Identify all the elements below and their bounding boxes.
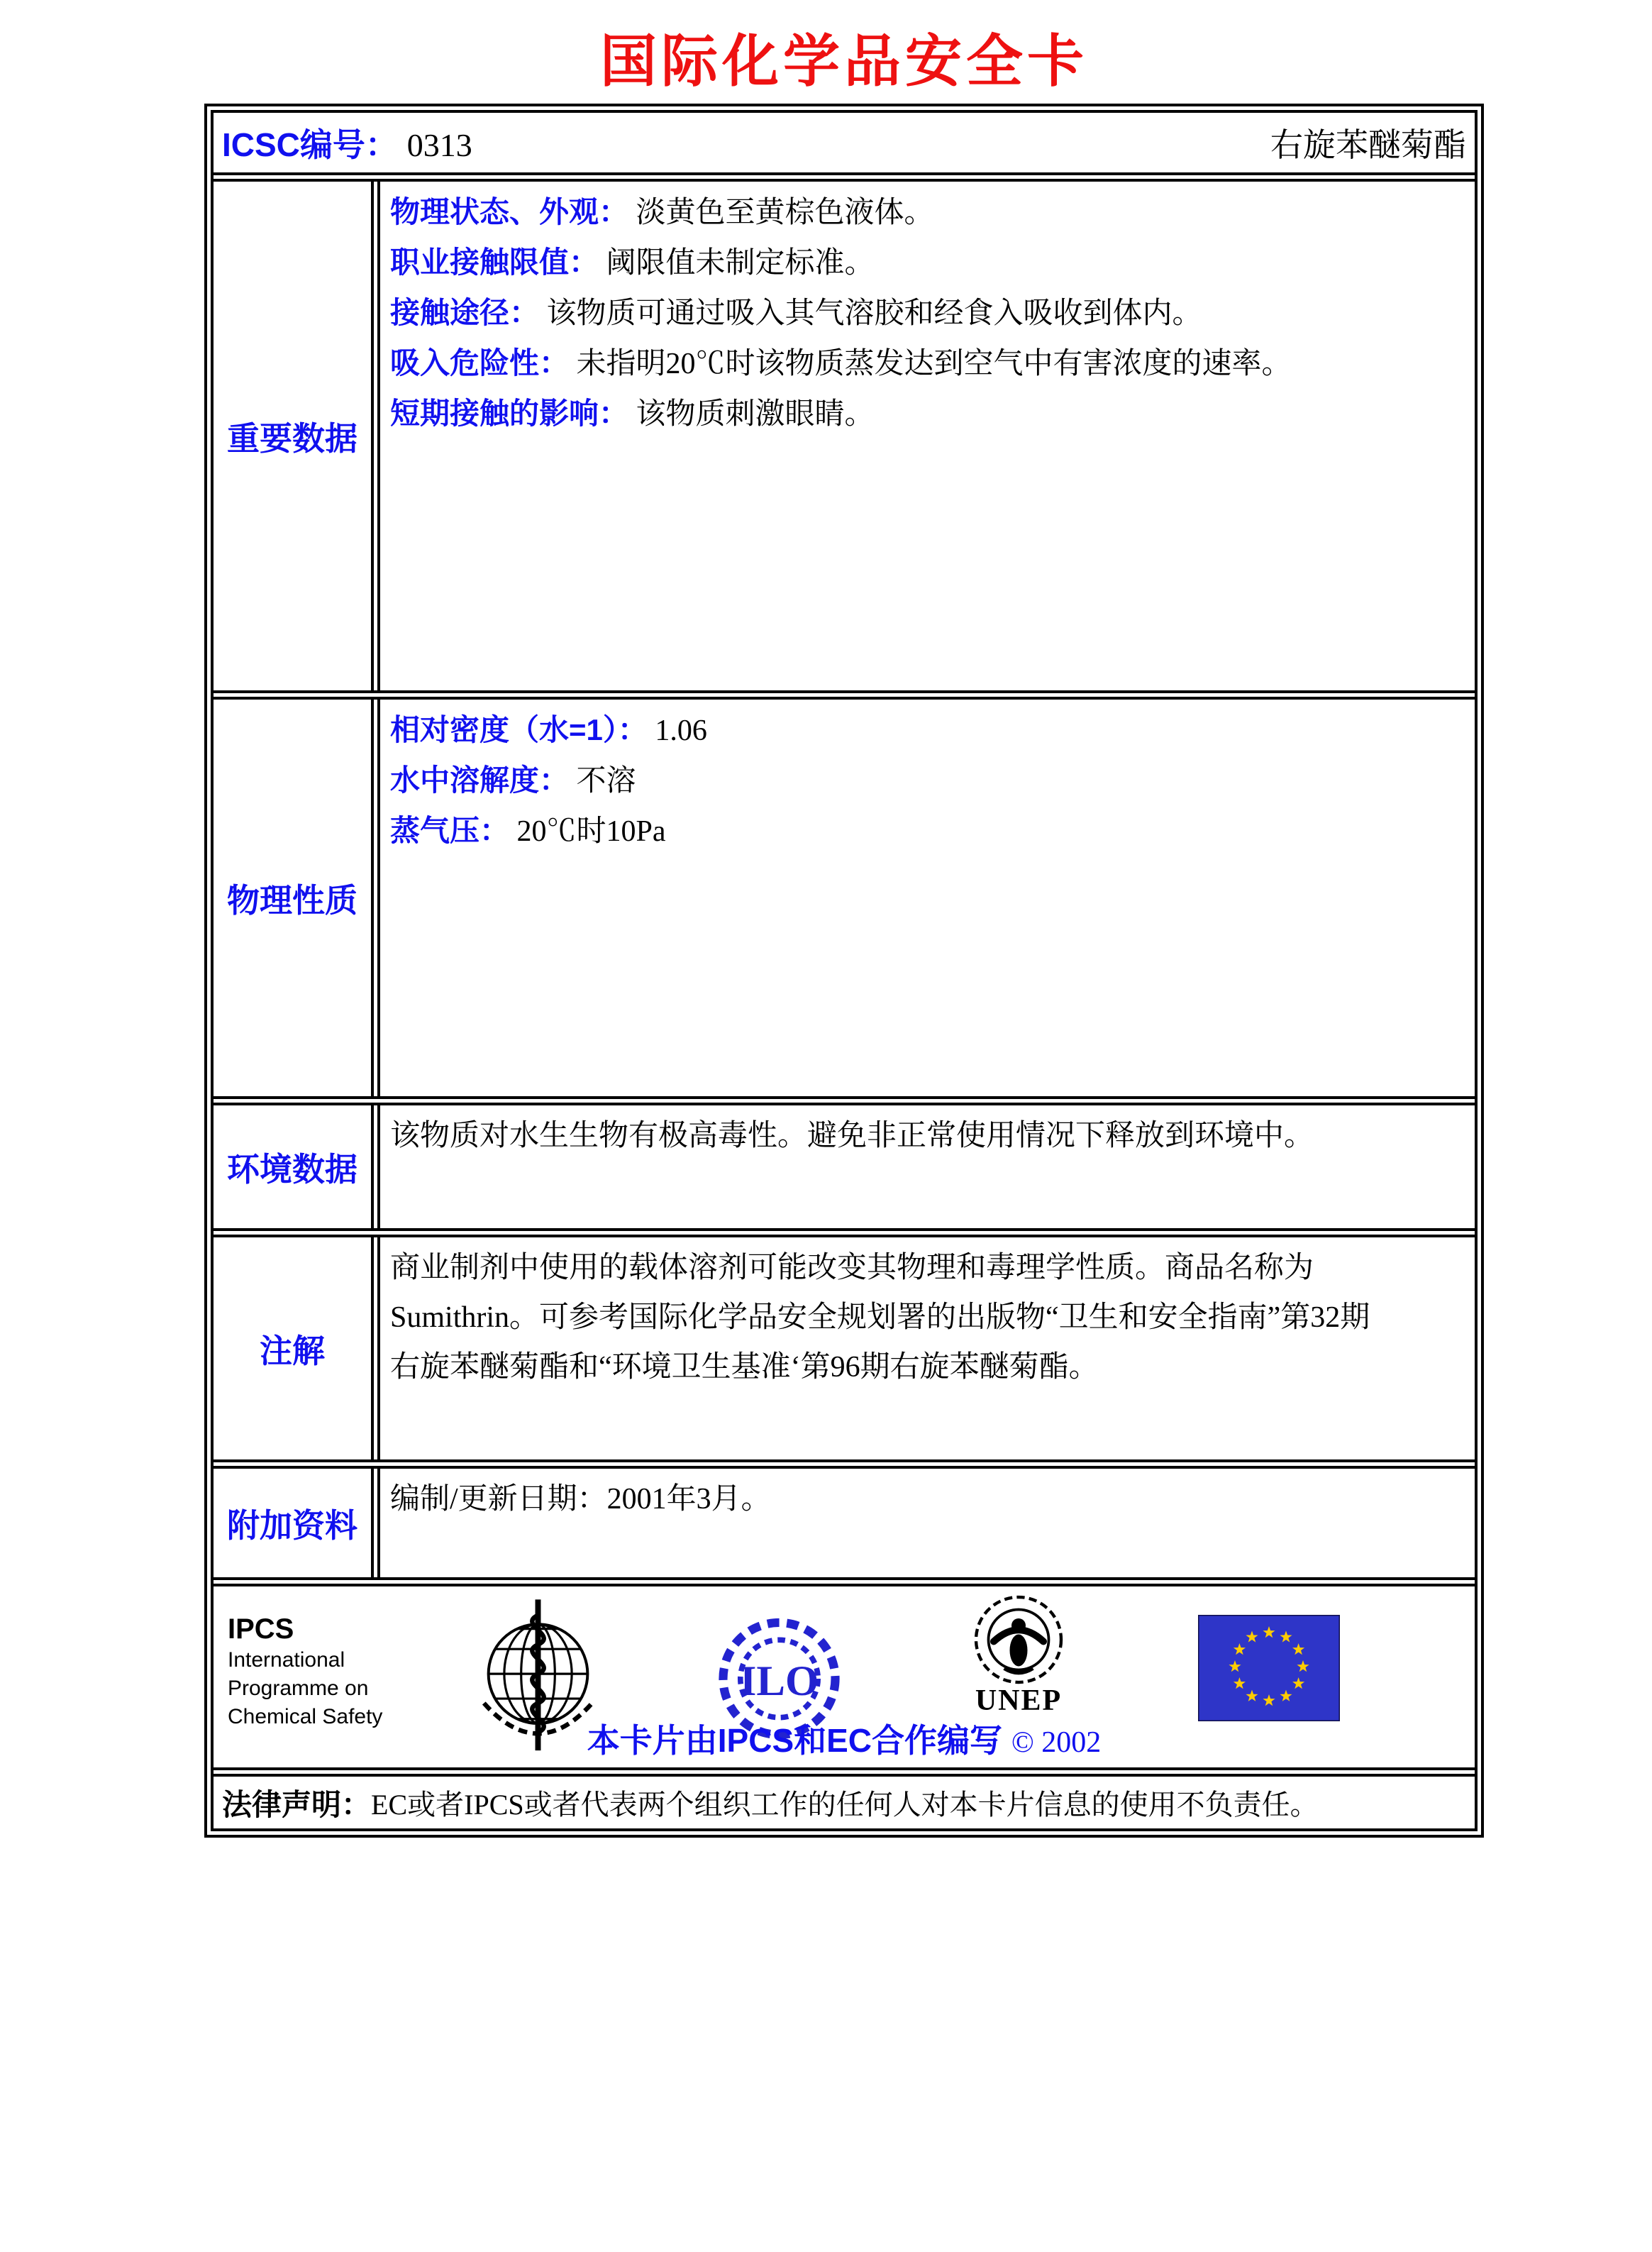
field-physical-state <box>390 187 1465 238</box>
icsc-number-value: 0313 <box>406 127 472 163</box>
field-value: 未指明20℃时该物质蒸发达到空气中有害浓度的速率。 <box>576 348 1292 380</box>
ipcs-block <box>228 1612 382 1731</box>
field-value: 20℃时10Pa <box>516 815 666 848</box>
legal-row <box>214 1767 1475 1828</box>
additional-info-text: 编制/更新日期：2001年3月。 <box>390 1483 771 1516</box>
section-label-important-data: 重要数据 <box>214 182 380 690</box>
environmental-data-text: 该物质对水生生物有极高毒性。避免非正常使用情况下释放到环境中。 <box>390 1120 1314 1152</box>
section-physical-properties <box>214 690 1475 1096</box>
field-value: 阈限值未制定标准。 <box>606 247 875 280</box>
notes-text: 商业制剂中使用的载体溶剂可能改变其物理和毒理学性质。商品名称为Sumithrin。可参考国际化学品安全规划署的出版物“卫生和安全指南”第32期右旋苯醚菊酯和“环境卫生基准‘第96期右旋苯醚菊酯。 <box>390 1252 1370 1384</box>
field-value: 该物质可通过吸入其气溶胶和经食入吸收到体内。 <box>546 297 1202 330</box>
icsc-number-group <box>222 119 472 166</box>
section-label-physical-properties: 物理性质 <box>214 700 380 1096</box>
section-important-data <box>214 172 1475 690</box>
section-environmental-data <box>214 1096 1475 1228</box>
section-content-physical-properties <box>380 700 1475 1096</box>
section-content-additional-info <box>380 1469 1475 1577</box>
field-value: 不溶 <box>576 765 636 797</box>
ipcs-line: International <box>228 1648 345 1672</box>
field-inhalation-risk <box>390 338 1465 389</box>
field-routes-of-exposure <box>390 288 1465 338</box>
legal-text: EC或者IPCS或者代表两个组织工作的任何人对本卡片信息的使用不负责任。 <box>371 1789 1319 1821</box>
field-label: 相对密度（水=1）： <box>390 713 648 746</box>
ilo-letters: ILO <box>739 1657 819 1705</box>
field-label: 接触途径： <box>390 296 540 329</box>
page-title: 国际化学品安全卡 <box>600 28 1088 94</box>
section-additional-info <box>214 1459 1475 1577</box>
card-header-row <box>214 113 1475 172</box>
legal-label: 法律声明： <box>222 1787 372 1821</box>
cooperation-caption-text: 本卡片由IPCS和EC合作编写 <box>587 1722 1003 1759</box>
field-label: 水中溶解度： <box>390 763 570 797</box>
section-notes <box>214 1228 1475 1459</box>
ipcs-line: Programme on <box>228 1677 369 1700</box>
cooperation-caption <box>214 1715 1475 1762</box>
ipcs-line: Chemical Safety <box>228 1705 383 1728</box>
ipcs-title: IPCS <box>228 1613 294 1645</box>
chemical-name: 右旋苯醚菊酯 <box>1270 127 1466 163</box>
field-value: 1.06 <box>655 714 707 747</box>
icsc-card <box>204 104 1484 1838</box>
field-short-term-effects <box>390 389 1465 439</box>
section-content-environmental-data <box>380 1105 1475 1228</box>
section-content-notes <box>380 1237 1475 1459</box>
field-label: 吸入危险性： <box>390 346 570 380</box>
field-vapour-pressure <box>390 806 1465 856</box>
section-label-notes: 注解 <box>214 1237 380 1459</box>
field-water-solubility <box>390 756 1465 806</box>
field-occupational-limits <box>390 238 1465 288</box>
field-relative-density <box>390 705 1465 756</box>
section-label-environmental-data: 环境数据 <box>214 1105 380 1228</box>
field-value: 该物质刺激眼睛。 <box>636 398 875 431</box>
field-label: 短期接触的影响： <box>390 397 629 430</box>
unep-logo-icon <box>958 1594 1079 1718</box>
field-value: 淡黄色至黄棕色液体。 <box>636 197 934 229</box>
section-content-important-data <box>380 182 1475 690</box>
icsc-number-label: ICSC编号： <box>222 126 398 163</box>
eu-flag-icon <box>1198 1615 1340 1725</box>
field-label: 职业接触限值： <box>390 245 599 279</box>
unep-caption: UNEP <box>975 1684 1063 1717</box>
field-label: 蒸气压： <box>390 814 510 847</box>
copyright-text: © 2002 <box>1011 1726 1102 1759</box>
section-label-additional-info: 附加资料 <box>214 1469 380 1577</box>
logos-row <box>214 1577 1475 1767</box>
field-label: 物理状态、外观： <box>390 195 629 228</box>
